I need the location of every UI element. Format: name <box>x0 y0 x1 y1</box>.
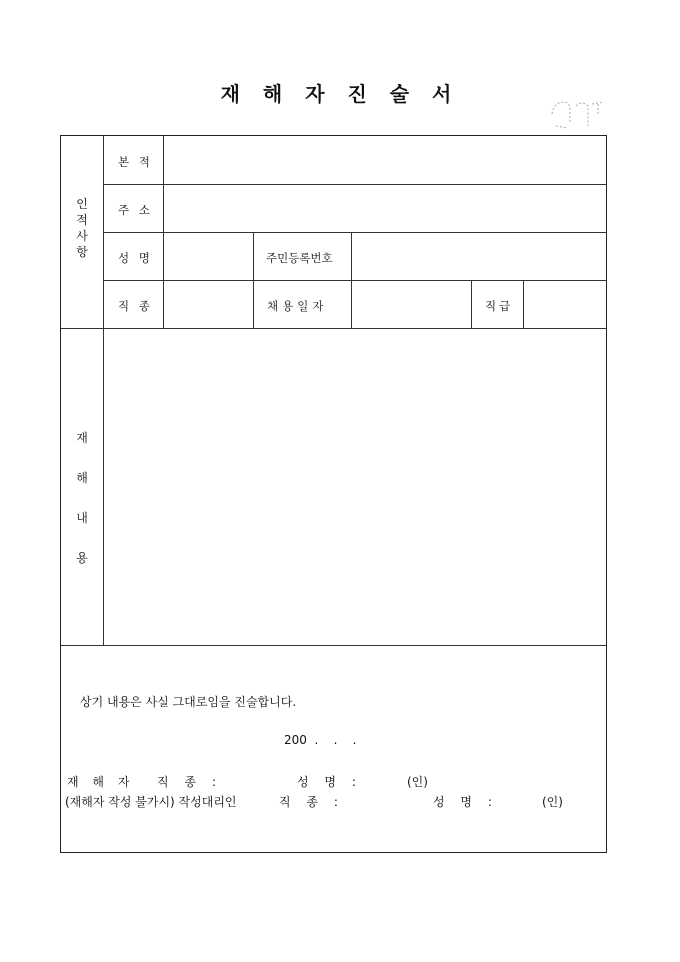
resident-number-label: 주민등록번호 <box>266 251 333 265</box>
victim-name-label: 성 명 : <box>297 775 362 789</box>
proxy-job-label: 직 종 : <box>279 795 344 809</box>
job-type-label: 직 종 <box>118 299 153 313</box>
date-line: 200 . . . <box>284 733 357 747</box>
proxy-name-label: 성 명 : <box>433 795 498 809</box>
resident-number-field[interactable] <box>353 233 606 279</box>
accident-details-field[interactable] <box>105 330 606 644</box>
victim-job-label: 직 종 : <box>157 775 222 789</box>
stamp-mark <box>546 96 612 134</box>
victim-prefix: 재 해 자 <box>67 775 135 789</box>
address-label: 주 소 <box>118 203 153 217</box>
job-type-field[interactable] <box>165 281 252 327</box>
declaration-text: 상기 내용은 사실 그대로임을 진술합니다. <box>80 695 297 709</box>
grade-field[interactable] <box>525 281 606 327</box>
hire-date-label: 채용일자 <box>267 299 328 313</box>
victim-seal: (인) <box>407 775 428 789</box>
address-field[interactable] <box>165 185 606 231</box>
name-field[interactable] <box>165 233 252 279</box>
proxy-seal: (인) <box>542 795 563 809</box>
accident-section-label: 재 해 내 용 <box>76 431 88 565</box>
hometown-field[interactable] <box>165 137 606 183</box>
personal-section-label: 인 적 사 항 <box>76 197 88 259</box>
proxy-prefix: (재해자 작성 불가시) 작성대리인 <box>65 795 237 809</box>
hire-date-field[interactable] <box>353 281 470 327</box>
hometown-label: 본 적 <box>118 155 153 169</box>
statement-form <box>60 135 607 853</box>
document-title: 재 해 자 진 술 서 <box>220 82 460 106</box>
name-label: 성 명 <box>118 251 153 265</box>
grade-label: 직급 <box>485 299 514 313</box>
